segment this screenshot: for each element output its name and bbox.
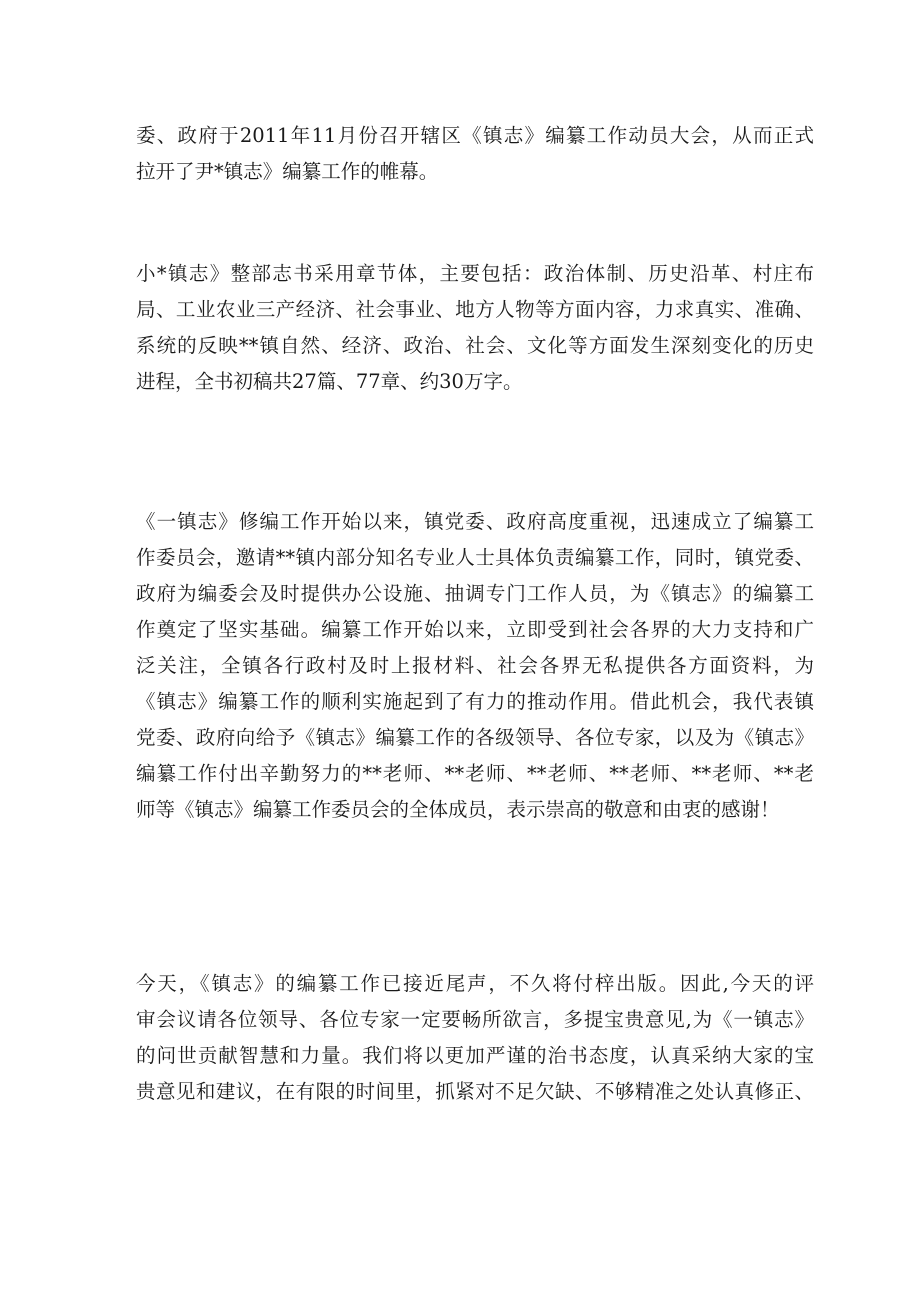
text-line: 《一镇志》修编工作开始以来，镇党委、政府高度重视，迅速成立了编纂工 xyxy=(136,510,814,533)
text-line: 作奠定了坚实基础。编纂工作开始以来，立即受到社会各界的大力支持和广 xyxy=(136,618,814,641)
text-line: 师等《镇志》编纂工作委员会的全体成员，表示崇高的敬意和由衷的感谢！ xyxy=(136,798,780,821)
text-line: 政府为编委会及时提供办公设施、抽调专门工作人员，为《镇志》的编纂工 xyxy=(136,582,814,605)
text-line: 小*镇志》整部志书采用章节体，主要包括：政治体制、历史沿革、村庄布 xyxy=(136,262,814,285)
text-line: 泛关注，全镇各行政村及时上报材料、社会各界无私提供各方面资料，为 xyxy=(136,654,814,677)
text-line: 今天，《镇志》的编纂工作已接近尾声，不久将付梓出版。因此,今天的评 xyxy=(136,972,814,995)
text-line: 贵意见和建议，在有限的时间里，抓紧对不足欠缺、不够精准之处认真修正、 xyxy=(136,1080,814,1103)
text-line: 《镇志》编纂工作的顺利实施起到了有力的推动作用。借此机会，我代表镇 xyxy=(136,690,814,713)
text-line: 编纂工作付出辛勤努力的**老师、**老师、**老师、**老师、**老师、**老 xyxy=(136,762,814,785)
text-line: 审会议请各位领导、各位专家一定要畅所欲言，多提宝贵意见,为《一镇志》 xyxy=(136,1008,814,1031)
paragraph-3 xyxy=(136,504,814,828)
paragraph-4 xyxy=(136,966,814,1110)
paragraph-1 xyxy=(136,118,814,190)
text-line: 系统的反映**镇自然、经济、政治、社会、文化等方面发生深刻变化的历史 xyxy=(136,334,814,357)
text-line: 党委、政府向给予《镇志》编纂工作的各级领导、各位专家，以及为《镇志》 xyxy=(136,726,814,749)
text-line: 进程，全书初稿共27篇、77章、约30万字。 xyxy=(136,370,523,393)
text-line: 拉开了尹*镇志》编纂工作的帷幕。 xyxy=(136,160,439,183)
text-line: 作委员会，邀请**镇内部分知名专业人士具体负责编纂工作，同时，镇党委、 xyxy=(136,546,814,569)
text-line: 局、工业农业三产经济、社会事业、地方人物等方面内容，力求真实、准确、 xyxy=(136,298,814,321)
paragraph-2 xyxy=(136,256,814,400)
text-line: 委、政府于2011年11月份召开辖区《镇志》编纂工作动员大会，从而正式 xyxy=(136,124,814,147)
text-line: 的问世贡献智慧和力量。我们将以更加严谨的治书态度，认真采纳大家的宝 xyxy=(136,1044,814,1067)
